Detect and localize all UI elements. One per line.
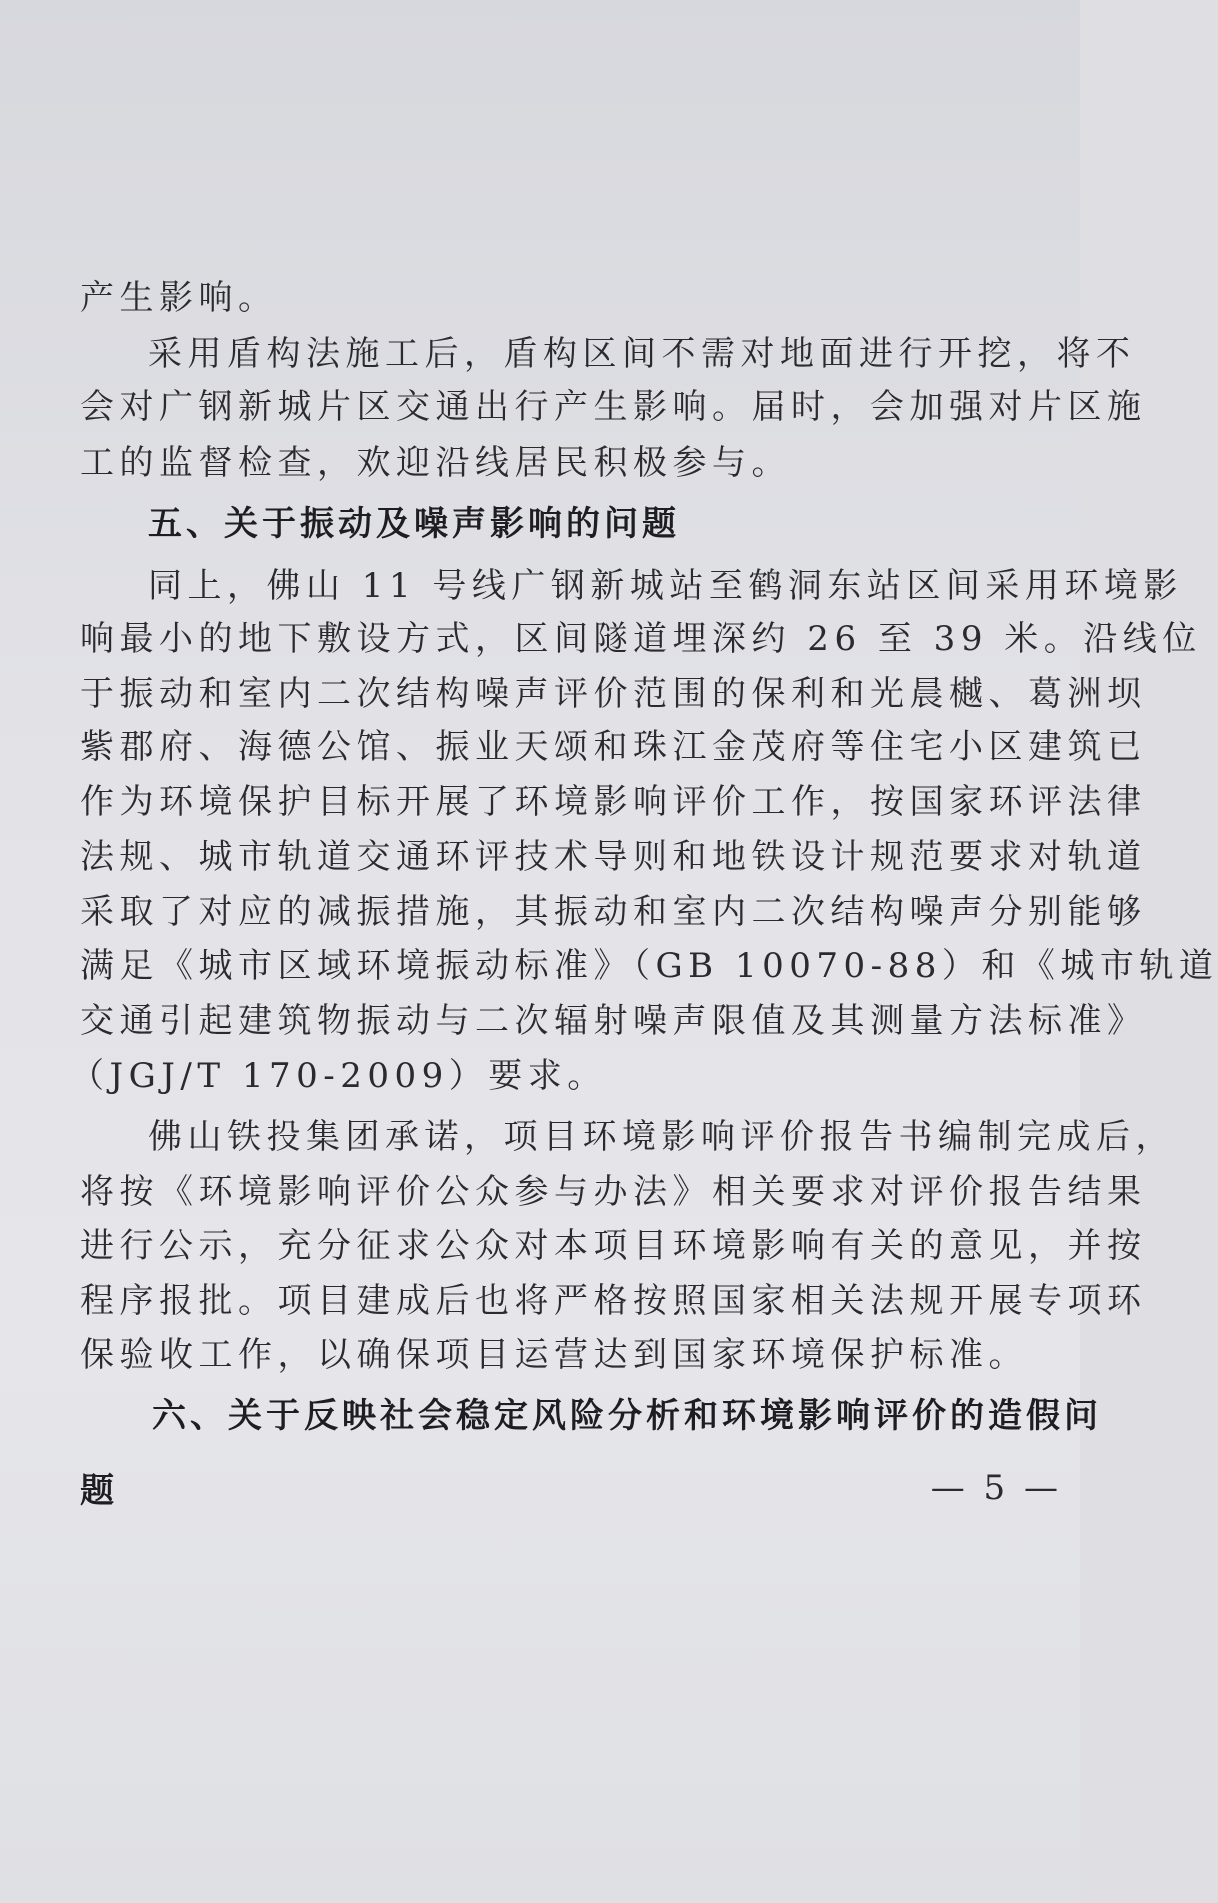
text-line: 采用盾构法施工后，盾构区间不需对地面进行开挖，将不 [148,334,1136,374]
text-line: 交通引起建筑物振动与二次辐射噪声限值及其测量方法标准》 [80,1001,1147,1041]
text-line: 法规、城市轨道交通环评技术导则和地铁设计规范要求对轨道 [80,837,1147,877]
text-line: 工的监督检查，欢迎沿线居民积极参与。 [80,443,791,483]
text-line: 于振动和室内二次结构噪声评价范围的保利和光晨樾、葛洲坝 [80,674,1147,714]
text-line: 采取了对应的减振措施，其振动和室内二次结构噪声分别能够 [80,892,1147,932]
text-line: 将按《环境影响评价公众参与办法》相关要求对评价报告结果 [80,1172,1147,1212]
text-line: 会对广钢新城片区交通出行产生影响。届时，会加强对片区施 [80,387,1147,427]
text-line: 同上，佛山 11 号线广钢新城站至鹤洞东站区间采用环境影 [148,566,1183,606]
section-heading: 题 [80,1471,118,1511]
section-heading: 五、关于振动及噪声影响的问题 [148,504,680,544]
text-line: 程序报批。项目建成后也将严格按照国家相关法规开展专项环 [80,1281,1147,1321]
text-line: 产生影响。 [80,278,278,318]
text-line: 佛山铁投集团承诺，项目环境影响评价报告书编制完成后， [148,1117,1175,1157]
section-heading: 六、关于反映社会稳定风险分析和环境影响评价的造假问 [152,1396,1102,1436]
text-line: 作为环境保护目标开展了环境影响评价工作，按国家环评法律 [80,782,1147,822]
text-line: 保验收工作，以确保项目运营达到国家环境保护标准。 [80,1335,1028,1375]
text-line: 紫郡府、海德公馆、振业天颂和珠江金茂府等住宅小区建筑已 [80,727,1147,767]
text-line: 响最小的地下敷设方式，区间隧道埋深约 26 至 39 米。沿线位 [80,619,1202,659]
page-number: — 5 — [930,1468,1062,1508]
text-line: 满足《城市区域环境振动标准》（GB 10070-88）和《城市轨道 [80,946,1218,986]
text-line: （JGJ/T 170-2009）要求。 [70,1056,607,1096]
text-line: 进行公示，充分征求公众对本项目环境影响有关的意见，并按 [80,1226,1147,1266]
